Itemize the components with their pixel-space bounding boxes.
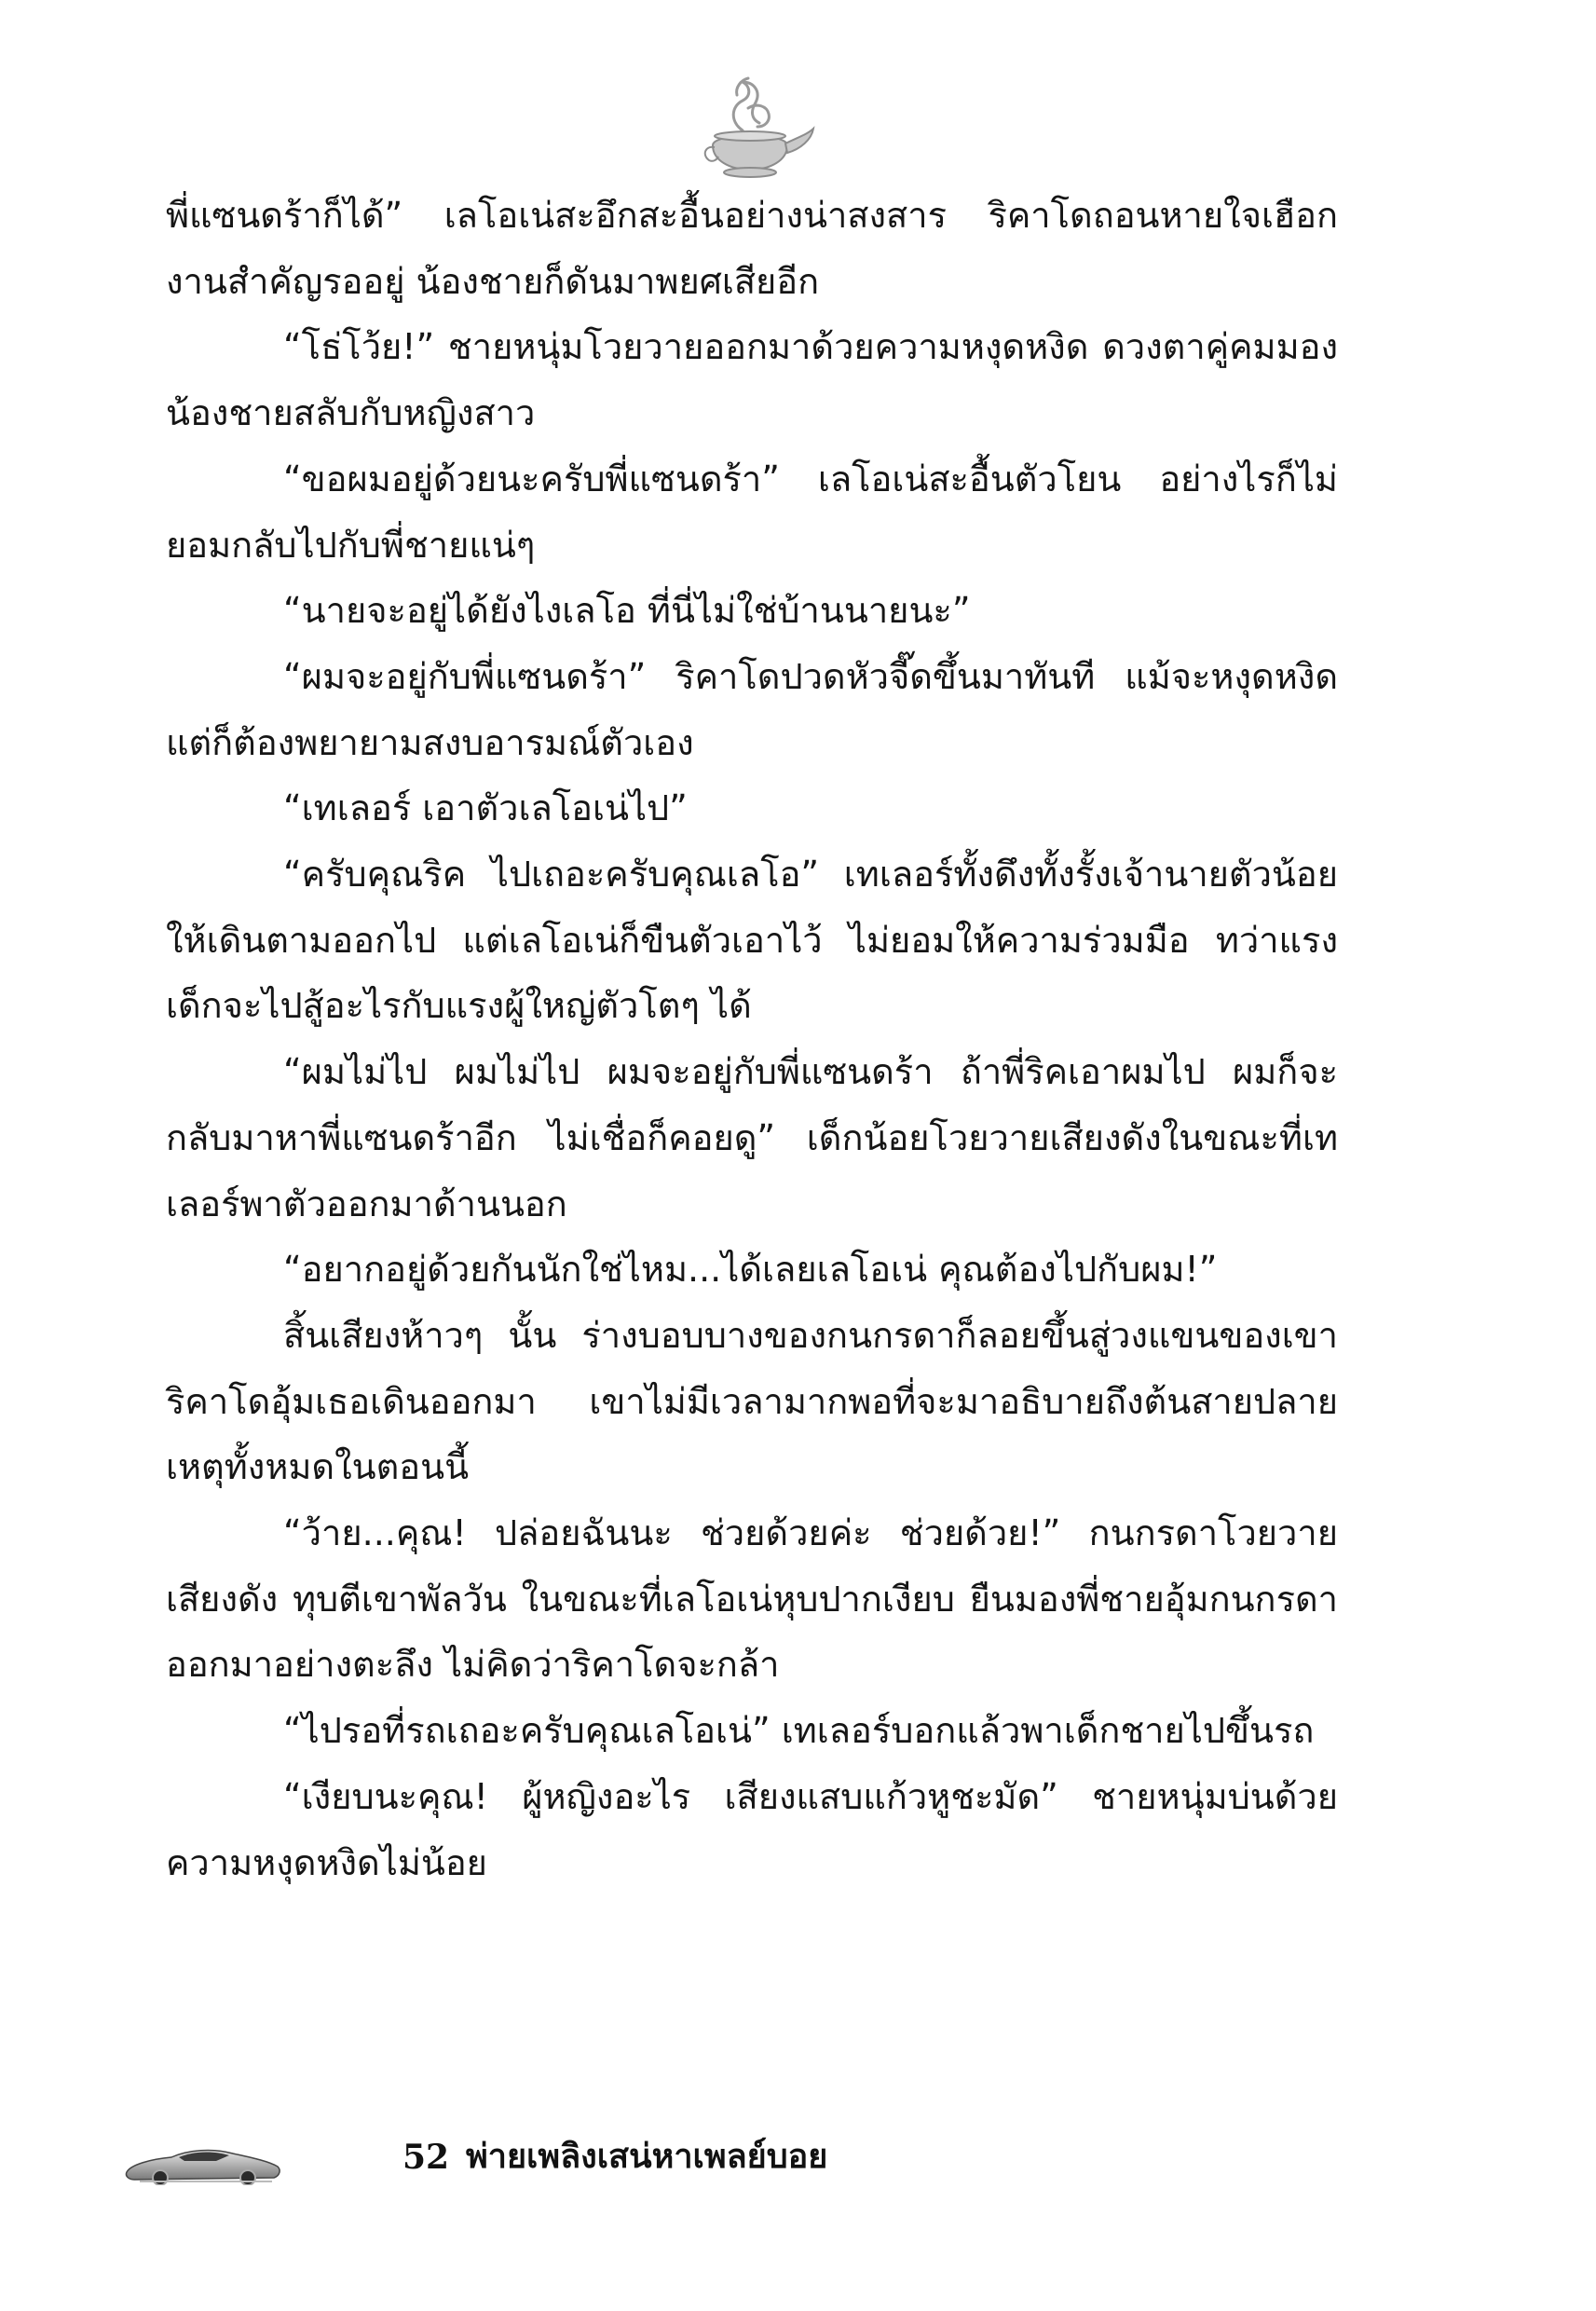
paragraph: “เงียบนะคุณ! ผู้หญิงอะไร เสียงแสบแก้วหูชะมัด” ชายหนุ่มบ่นด้วยความหงุดหงิดไม่น้อย (166, 1775, 1338, 1883)
paragraph: “นายจะอยู่ได้ยังไงเลโอ ที่นี่ไม่ใช่บ้านนายนะ” (283, 590, 971, 632)
paragraph: “อยากอยู่ด้วยกันนักใช่ไหม...ได้เลยเลโอเน่ คุณต้องไปกับผม!” (283, 1249, 1218, 1291)
body-text (166, 183, 1338, 1895)
paragraph: “โธ่โว้ย!” ชายหนุ่มโวยวายออกมาด้วยความหงุดหงิด ดวงตาคู่คมมองน้องชายสลับกับหญิงสาว (166, 326, 1338, 434)
paragraph: พี่แซนดร้าก็ได้” เลโอเน่สะอึกสะอื้นอย่างน่าสงสาร ริคาโดถอนหายใจเฮือก งานสำคัญรออยู่ น้องชายก็ดันมาพยศเสียอีก (166, 195, 1338, 302)
paragraph: “ไปรอที่รถเถอะครับคุณเลโอเน่” เทเลอร์บอกแล้วพาเด็กชายไปขึ้นรถ (283, 1710, 1315, 1752)
paragraph: “ผมจะอยู่กับพี่แซนดร้า” ริคาโดปวดหัวจี๊ดขึ้นมาทันที แม้จะหงุดหงิด แต่ก็ต้องพยายามสงบอารมณ์ตัวเอง (166, 655, 1338, 763)
paragraph: สิ้นเสียงห้าวๆ นั้น ร่างบอบบางของกนกรดาก็ลอยขึ้นสู่วงแขนของเขา ริคาโดอุ้มเธอเดินออกมา เขาไม่มีเวลามากพอที่จะมาอธิบายถึงต้นสายปลายเหตุทั้งหมดในตอนนี้ (166, 1314, 1338, 1488)
page-footer (123, 2127, 962, 2195)
paragraph: “ผมไม่ไป ผมไม่ไป ผมจะอยู่กับพี่แซนดร้า ถ้าพี่ริคเอาผมไป ผมก็จะกลับมาหาพี่แซนดร้าอีก ไม่เชื่อก็คอยดู” เด็กน้อยโวยวายเสียงดังในขณะที่เทเลอร์พาตัวออกมาด้านนอก (166, 1051, 1338, 1224)
teapot-genie-ornament-icon (685, 75, 815, 182)
page-number: 52 (402, 2138, 450, 2177)
book-title: พ่ายเพลิงเสน่หาเพลย์บอย (466, 2138, 828, 2176)
paragraph: “ครับคุณริค ไปเถอะครับคุณเลโอ” เทเลอร์ทั้งดึงทั้งรั้งเจ้านายตัวน้อยให้เดินตามออกไป แต่เลโอเน่ก็ขืนตัวเอาไว้ ไม่ยอมให้ความร่วมมือ ทว่าแรงเด็กจะไปสู้อะไรกับแรงผู้ใหญ่ตัวโตๆ ได้ (166, 854, 1338, 1027)
sports-car-icon (123, 2140, 283, 2185)
paragraph: “ขอผมอยู่ด้วยนะครับพี่แซนดร้า” เลโอเน่สะอื้นตัวโยน อย่างไรก็ไม่ยอมกลับไปกับพี่ชายแน่ๆ (166, 458, 1338, 566)
paragraph: “เทเลอร์ เอาตัวเลโอเน่ไป” (283, 787, 688, 829)
paragraph: “ว้าย...คุณ! ปล่อยฉันนะ ช่วยด้วยค่ะ ช่วยด้วย!” กนกรดาโวยวายเสียงดัง ทุบตีเขาพัลวัน ในขณะที่เลโอเน่หุบปากเงียบ ยืนมองพี่ชายอุ้มกนกรดาออกมาอย่างตะลึง ไม่คิดว่าริคาโดจะกล้า (166, 1512, 1338, 1686)
